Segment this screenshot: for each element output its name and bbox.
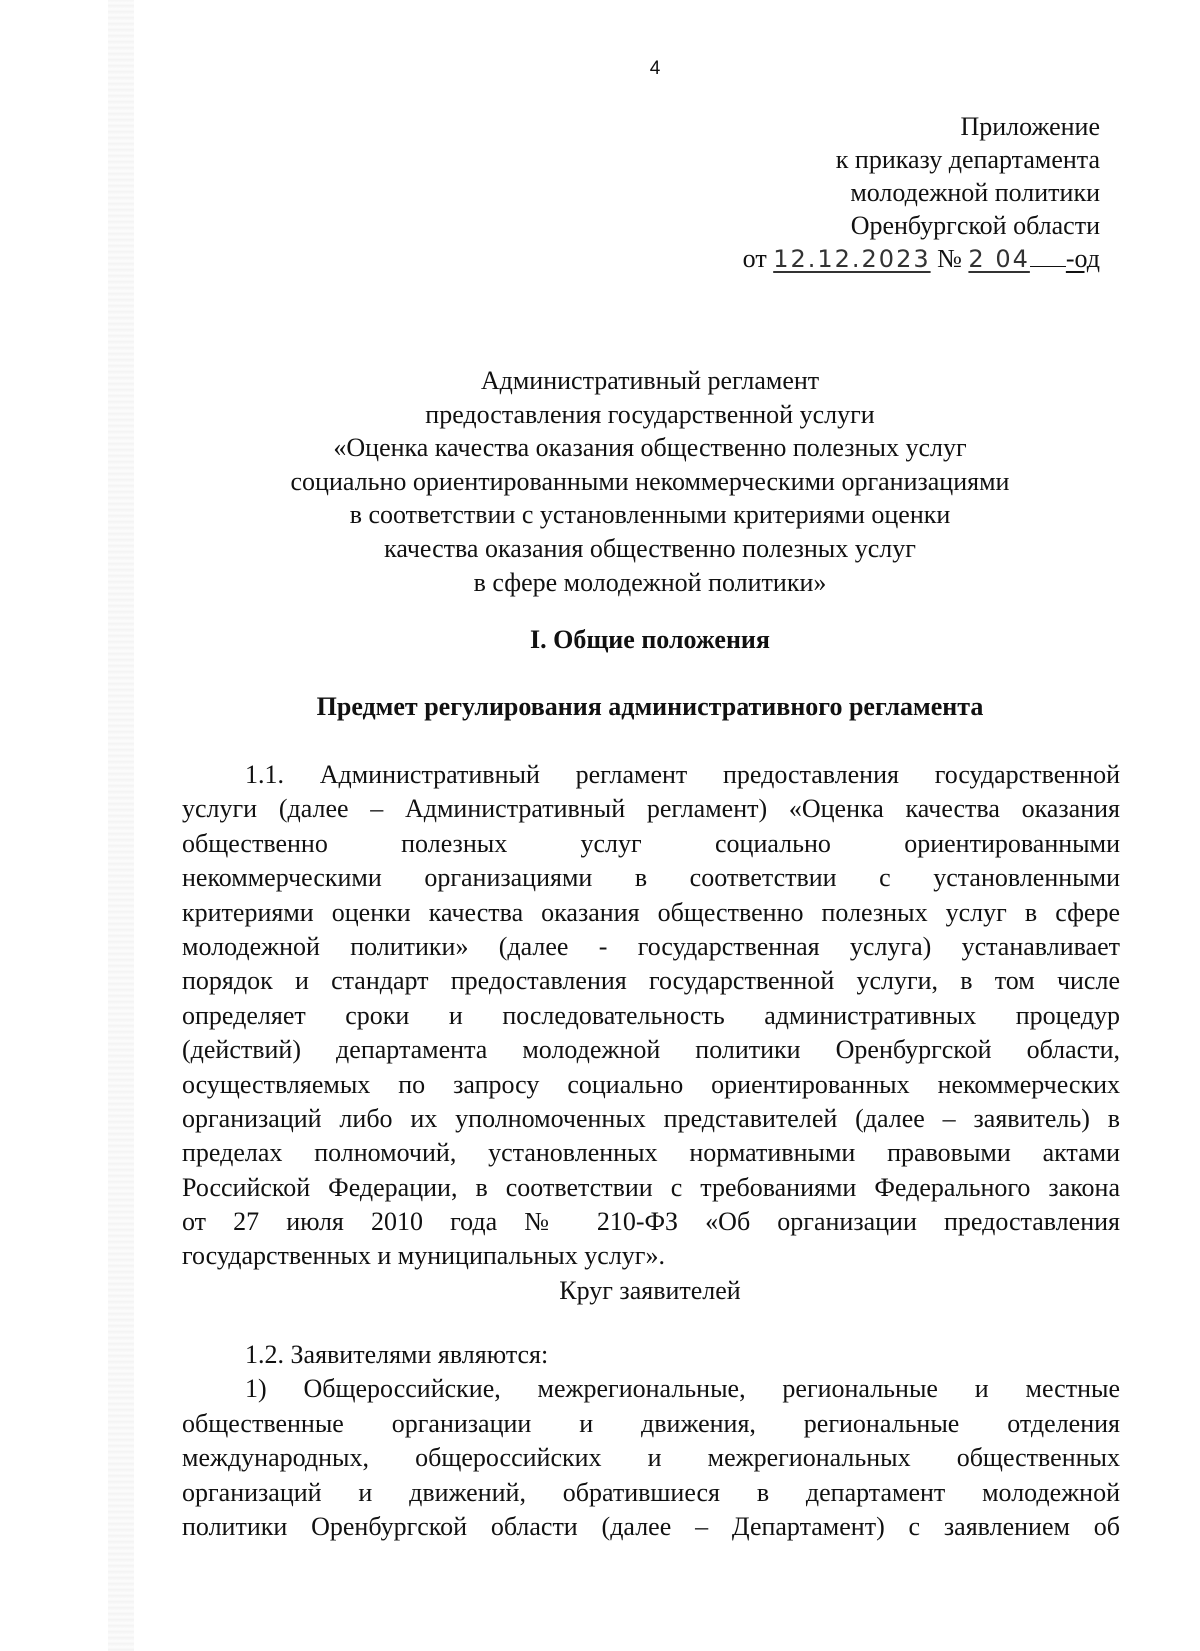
applicants-heading: Круг заявителей xyxy=(559,1276,741,1305)
appendix-line-1: Приложение xyxy=(960,112,1100,141)
handwritten-number: 2 04 xyxy=(968,245,1030,273)
para-1-1-line-6: молодежной политики» (далее - государственная услуга) устанавливает xyxy=(182,931,1120,961)
title-line-2: предоставления государственной услуги xyxy=(425,399,875,429)
number-suffix: -од xyxy=(1065,244,1100,273)
subsection-heading: Предмет регулирования административного регламента xyxy=(316,692,984,721)
regulation-title xyxy=(180,364,1120,599)
para-1-2-line-1: 1) Общероссийские, межрегиональные, региональные и местные xyxy=(245,1374,1120,1404)
appendix-line-3: молодежной политики xyxy=(850,178,1100,207)
para-1-1-line-8: определяет сроки и последовательность административных процедур xyxy=(182,1000,1120,1030)
appendix-block xyxy=(743,110,1100,276)
para-1-1-line-2: услуги (далее – Административный регламент) «Оценка качества оказания xyxy=(182,794,1120,824)
section-heading: I. Общие положения xyxy=(530,625,770,654)
para-1-1-line-7: порядок и стандарт предоставления государственной услуги, в том числе xyxy=(182,966,1120,996)
appendix-line-2: к приказу департамента xyxy=(835,145,1100,174)
para-1-1-line-12: пределах полномочий, установленных нормативными правовыми актами xyxy=(182,1138,1120,1168)
para-1-2-line-4: организаций и движений, обратившиеся в департамент молодежной xyxy=(182,1477,1120,1507)
number-blank-underline xyxy=(1030,265,1066,267)
date-prefix: от xyxy=(742,244,767,273)
title-line-3: «Оценка качества оказания общественно полезных услуг xyxy=(333,433,967,463)
number-prefix: № xyxy=(937,244,962,273)
para-1-1-line-1: 1.1. Административный регламент предоставления государственной xyxy=(245,760,1120,789)
para-1-1-line-4: некоммерческими организациями в соответствии с установленными xyxy=(182,863,1120,893)
para-1-1-line-15: государственных и муниципальных услуг». xyxy=(182,1241,665,1271)
para-1-1-line-5: критериями оценки качества оказания общественно полезных услуг в сфере xyxy=(182,897,1120,927)
appendix-line-4: Оренбургской области xyxy=(850,211,1100,240)
page-number: 4 xyxy=(649,58,661,79)
paragraph-1-1 xyxy=(182,758,1120,1274)
para-1-2-intro: 1.2. Заявителями являются: xyxy=(245,1340,549,1369)
para-1-1-line-11: организаций либо их уполномоченных представителей (далее – заявитель) в xyxy=(182,1103,1120,1133)
para-1-1-line-9: (действий) департамента молодежной политики Оренбургской области, xyxy=(182,1035,1120,1065)
para-1-2-line-5: политики Оренбургской области (далее – Департамент) с заявлением об xyxy=(182,1511,1120,1541)
para-1-1-line-10: осуществляемых по запросу социально ориентированных некоммерческих xyxy=(182,1069,1120,1099)
title-line-1: Административный регламент xyxy=(480,366,820,395)
order-date-number-line xyxy=(743,242,1100,276)
para-1-1-line-3: общественно полезных услуг социально ориентированными xyxy=(182,828,1120,858)
title-line-6: качества оказания общественно полезных услуг xyxy=(384,533,916,563)
paragraph-1-2 xyxy=(182,1338,1120,1544)
scan-edge-artifact xyxy=(108,0,134,1651)
title-line-4: социально ориентированными некоммерческими организациями xyxy=(290,466,1010,496)
title-line-5: в соответствии с установленными критериями оценки xyxy=(349,500,951,530)
para-1-2-line-3: международных, общероссийских и межрегиональных общественных xyxy=(182,1443,1120,1473)
para-1-2-line-2: общественные организации и движения, региональные отделения xyxy=(182,1408,1120,1438)
handwritten-date: 12.12.2023 xyxy=(773,245,931,273)
para-1-1-line-14: от 27 июля 2010 года № 210-ФЗ «Об организации предоставления xyxy=(182,1207,1120,1237)
para-1-1-line-13: Российской Федерации, в соответствии с требованиями Федерального закона xyxy=(182,1172,1120,1202)
title-line-7: в сфере молодежной политики» xyxy=(473,567,827,597)
